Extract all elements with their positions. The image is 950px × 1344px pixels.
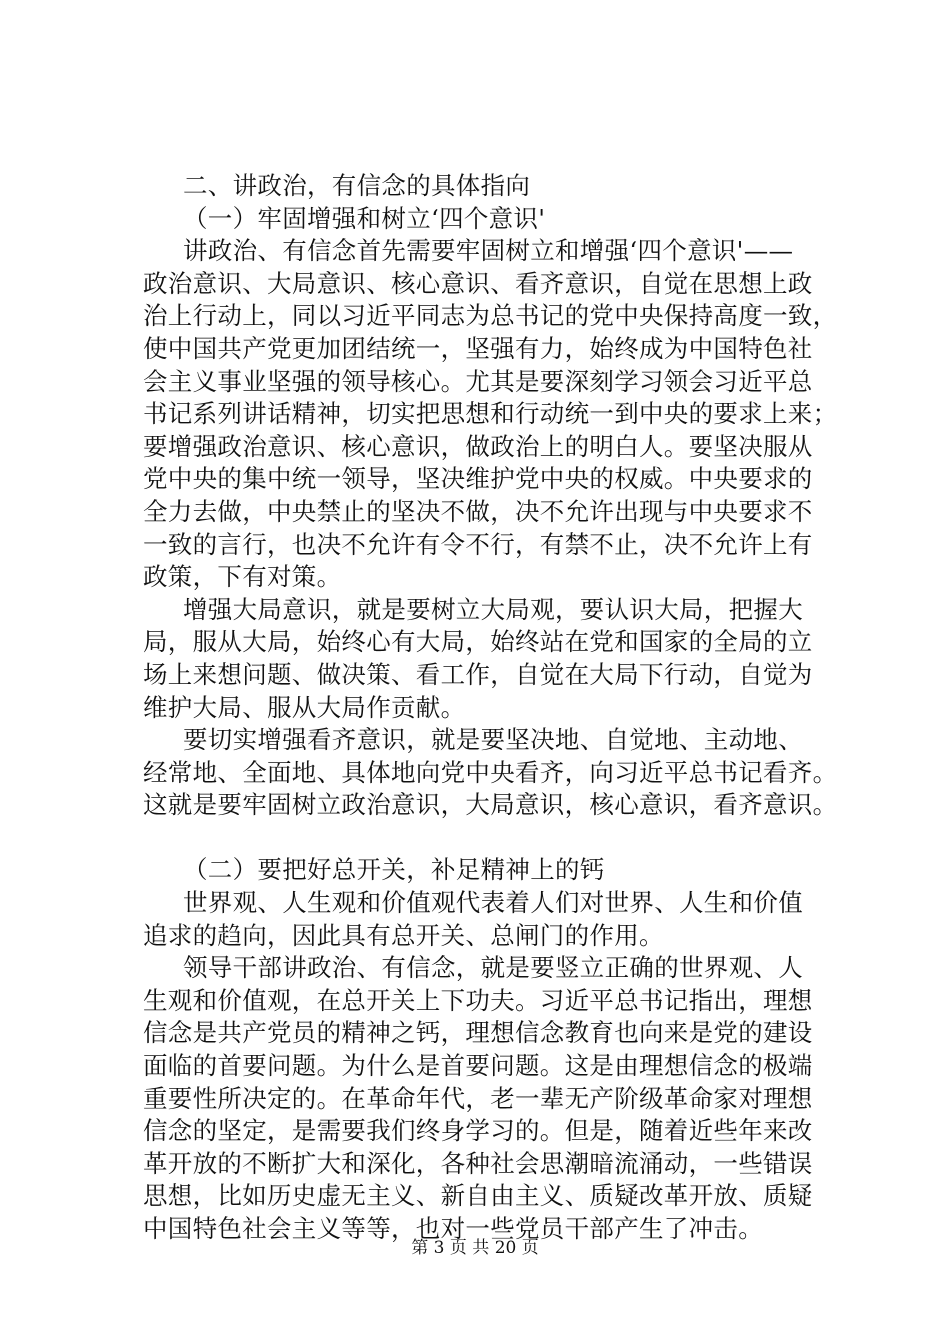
paragraph-line: 政策，下有对策。: [143, 562, 342, 592]
paragraph-line: 信念的坚定，是需要我们终身学习的。但是，随着近些年来改: [143, 1116, 813, 1146]
paragraph-line: 革开放的不断扩大和深化，各种社会思潮暗流涌动，一些错误: [143, 1148, 813, 1178]
paragraph-line: 全力去做，中央禁止的坚决不做，决不允许出现与中央要求不: [143, 496, 813, 526]
paragraph-line: 世界观、人生观和价值观代表着人们对世界、人生和价值: [183, 888, 803, 918]
paragraph-line: 党中央的集中统一领导，坚决维护党中央的权威。中央要求的: [143, 464, 813, 494]
paragraph-line: 治上行动上，同以习近平同志为总书记的党中央保持高度一致，: [143, 301, 838, 331]
section-heading: 二、讲政治，有信念的具体指向: [183, 171, 531, 200]
paragraph-line: 思想，比如历史虚无主义、新自由主义、质疑改革开放、质疑: [143, 1181, 813, 1211]
paragraph-line: 使中国共产党更加团结统一，坚强有力，始终成为中国特色社: [143, 333, 813, 363]
paragraph-line: 讲政治、有信念首先需要牢固树立和增强‘四个意识'——: [183, 236, 794, 266]
paragraph-line: 领导干部讲政治、有信念，就是要竖立正确的世界观、人: [183, 953, 803, 983]
paragraph-line: 这就是要牢固树立政治意识，大局意识，核心意识，看齐意识。: [143, 790, 838, 820]
subsection-heading: （二）要把好总开关，补足精神上的钙: [183, 855, 605, 885]
paragraph-line: 重要性所决定的。在革命年代，老一辈无产阶级革命家对理想: [143, 1083, 813, 1113]
paragraph-line: 政治意识、大局意识、核心意识、看齐意识，自觉在思想上政: [143, 268, 813, 298]
paragraph-line: 书记系列讲话精神，切实把思想和行动统一到中央的要求上来；: [143, 399, 838, 429]
paragraph-line: 生观和价值观，在总开关上下功夫。习近平总书记指出，理想: [143, 985, 813, 1015]
paragraph-line: 中国特色社会主义等等，也对一些党员干部产生了冲击。: [143, 1214, 763, 1243]
paragraph-line: 经常地、全面地、具体地向党中央看齐，向习近平总书记看齐。: [143, 757, 838, 787]
paragraph-line: 信念是共产党员的精神之钙，理想信念教育也向来是党的建设: [143, 1018, 813, 1048]
paragraph-line: 增强大局意识，就是要树立大局观，要认识大局，把握大: [183, 594, 803, 624]
document-body: [143, 170, 838, 1246]
paragraph-line: 会主义事业坚强的领导核心。尤其是要深刻学习领会习近平总: [143, 366, 813, 396]
paragraph-gap: [143, 822, 833, 855]
paragraph-line: 要切实增强看齐意识，就是要坚决地、自觉地、主动地、: [183, 725, 803, 755]
subsection-heading: （一）牢固增强和树立‘四个意识': [183, 203, 546, 233]
paragraph-line: 面临的首要问题。为什么是首要问题。这是由理想信念的极端: [143, 1051, 813, 1081]
paragraph-line: 一致的言行，也决不允许有令不行，有禁不止，决不允许上有: [143, 529, 813, 559]
paragraph-line: 维护大局、服从大局作贡献。: [143, 692, 466, 722]
paragraph-line: 局，服从大局，始终心有大局，始终站在党和国家的全局的立: [143, 627, 813, 657]
paragraph-line: 追求的趋向，因此具有总开关、总闸门的作用。: [143, 920, 664, 950]
paragraph-line: 要增强政治意识、核心意识，做政治上的明白人。要坚决服从: [143, 431, 813, 461]
paragraph-line: 场上来想问题、做决策、看工作，自觉在大局下行动，自觉为: [143, 659, 813, 689]
page-number-footer: 第 3 页 共 20 页: [411, 1238, 539, 1258]
